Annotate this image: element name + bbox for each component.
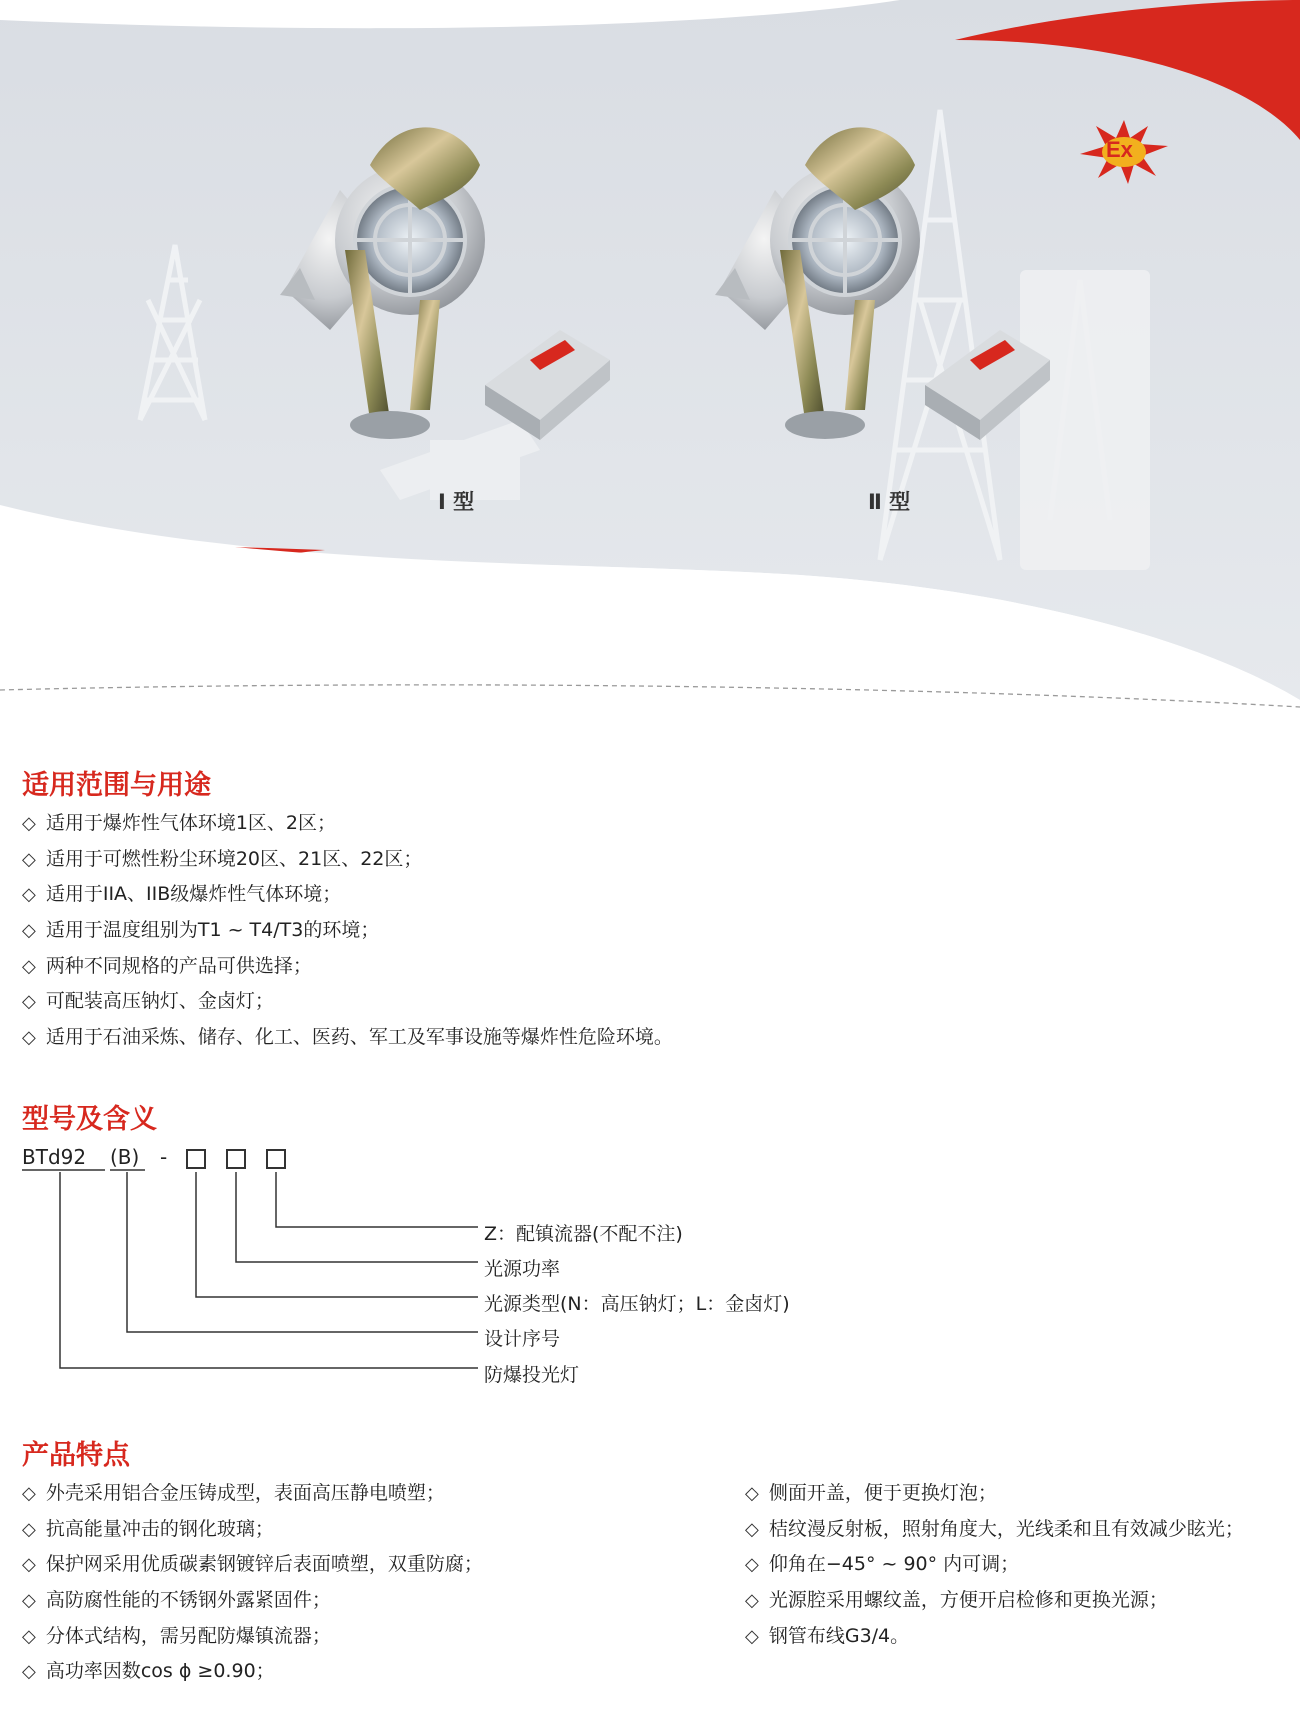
diamond-bullet-icon: ◇ [22, 1518, 36, 1540]
feature-item-text: 外壳采用铝合金压铸成型，表面高压静电喷塑； [45, 1482, 445, 1504]
diamond-bullet-icon: ◇ [22, 1625, 36, 1647]
feature-item-text: 光源腔采用螺纹盖，方便开启检修和更换光源； [768, 1589, 1168, 1612]
scope-item [22, 949, 673, 985]
scope-item-text: 适用于可燃性粉尘环境20区、21区、22区； [45, 847, 423, 870]
feature-item [22, 1654, 483, 1690]
feature-item [22, 1476, 483, 1512]
type-1-label: Ⅰ 型 [438, 490, 475, 514]
feature-item [22, 1619, 483, 1655]
ex-badge [1078, 118, 1170, 186]
feature-item [745, 1512, 1244, 1548]
feature-item [22, 1512, 483, 1548]
code-prefix: BTd92 [22, 1145, 87, 1169]
diamond-bullet-icon: ◇ [22, 1027, 36, 1049]
type-2-label: Ⅱ 型 [868, 490, 911, 514]
features-list-right [745, 1476, 1244, 1654]
feature-item [745, 1547, 1244, 1583]
diamond-bullet-icon: ◇ [22, 991, 36, 1013]
legend-product: 防爆投光灯 [484, 1364, 580, 1386]
feature-item [745, 1476, 1244, 1512]
ex-badge-text: Ex [1106, 137, 1133, 162]
legend-power: 光源功率 [484, 1258, 561, 1280]
feature-item-text: 侧面开盖，便于更换灯泡； [768, 1482, 997, 1504]
diamond-bullet-icon: ◇ [745, 1625, 759, 1647]
feature-item [745, 1619, 1244, 1655]
diamond-bullet-icon: ◇ [745, 1483, 759, 1504]
scope-item-text: 两种不同规格的产品可供选择； [45, 954, 312, 977]
scope-item-text: 适用于爆炸性气体环境1区、2区； [45, 812, 337, 834]
diamond-bullet-icon: ◇ [22, 813, 36, 834]
scope-item-text: 适用于IIA、IIB级爆炸性气体环境； [45, 883, 342, 906]
feature-item-text: 高功率因数cos ϕ ≥0.90； [45, 1660, 275, 1683]
feature-item [22, 1547, 483, 1583]
legend-design-no: 设计序号 [484, 1328, 561, 1350]
scope-item [22, 984, 673, 1020]
scope-item [22, 1020, 673, 1056]
code-design: (B) [110, 1145, 140, 1169]
code-dash: - [160, 1145, 168, 1169]
hero-banner [0, 0, 1300, 700]
diamond-bullet-icon: ◇ [22, 920, 36, 942]
dashed-divider [0, 682, 1300, 712]
scope-item-text: 适用于石油采炼、储存、化工、医药、军工及军事设施等爆炸性危险环境。 [45, 1026, 673, 1049]
diamond-bullet-icon: ◇ [22, 1590, 36, 1612]
diamond-bullet-icon: ◇ [22, 1661, 36, 1683]
feature-item [22, 1583, 483, 1619]
scope-item [22, 877, 673, 913]
feature-item-text: 高防腐性能的不锈钢外露紧固件； [45, 1589, 331, 1612]
feature-item-text: 抗高能量冲击的钢化玻璃； [45, 1517, 274, 1540]
diamond-bullet-icon: ◇ [22, 1554, 36, 1576]
scope-item [22, 806, 673, 842]
scope-item-text: 可配装高压钠灯、金卤灯； [45, 990, 274, 1013]
feature-item-text: 分体式结构，需另配防爆镇流器； [45, 1624, 331, 1647]
diamond-bullet-icon: ◇ [22, 955, 36, 977]
diamond-bullet-icon: ◇ [22, 848, 36, 870]
diamond-bullet-icon: ◇ [745, 1590, 759, 1612]
feature-item-text: 桔纹漫反射板，照射角度大，光线柔和且有效减少眩光； [768, 1517, 1244, 1540]
scope-item-text: 适用于温度组别为T1 ~ T4/T3的环境； [45, 919, 380, 942]
legend-ballast: Z：配镇流器(不配不注) [484, 1223, 683, 1245]
features-title: 产品特点 [22, 1440, 130, 1471]
feature-item [745, 1583, 1244, 1619]
feature-item-text: 钢管布线G3/4。 [768, 1624, 910, 1647]
model-title: 型号及含义 [22, 1104, 157, 1135]
diamond-bullet-icon: ◇ [745, 1518, 759, 1540]
legend-light-type: 光源类型(N：高压钠灯；L：金卤灯) [484, 1293, 790, 1315]
diamond-bullet-icon: ◇ [22, 884, 36, 906]
feature-item-text: 仰角在−45° ~ 90° 内可调； [768, 1553, 1020, 1576]
scope-item [22, 842, 673, 878]
feature-item-text: 保护网采用优质碳素钢镀锌后表面喷塑，双重防腐； [45, 1553, 483, 1576]
scope-item [22, 913, 673, 949]
scope-list [22, 806, 673, 1056]
features-list-left [22, 1476, 483, 1690]
diamond-bullet-icon: ◇ [22, 1483, 36, 1504]
diamond-bullet-icon: ◇ [745, 1554, 759, 1576]
scope-title: 适用范围与用途 [22, 770, 211, 801]
model-legend-lines [0, 1160, 500, 1380]
